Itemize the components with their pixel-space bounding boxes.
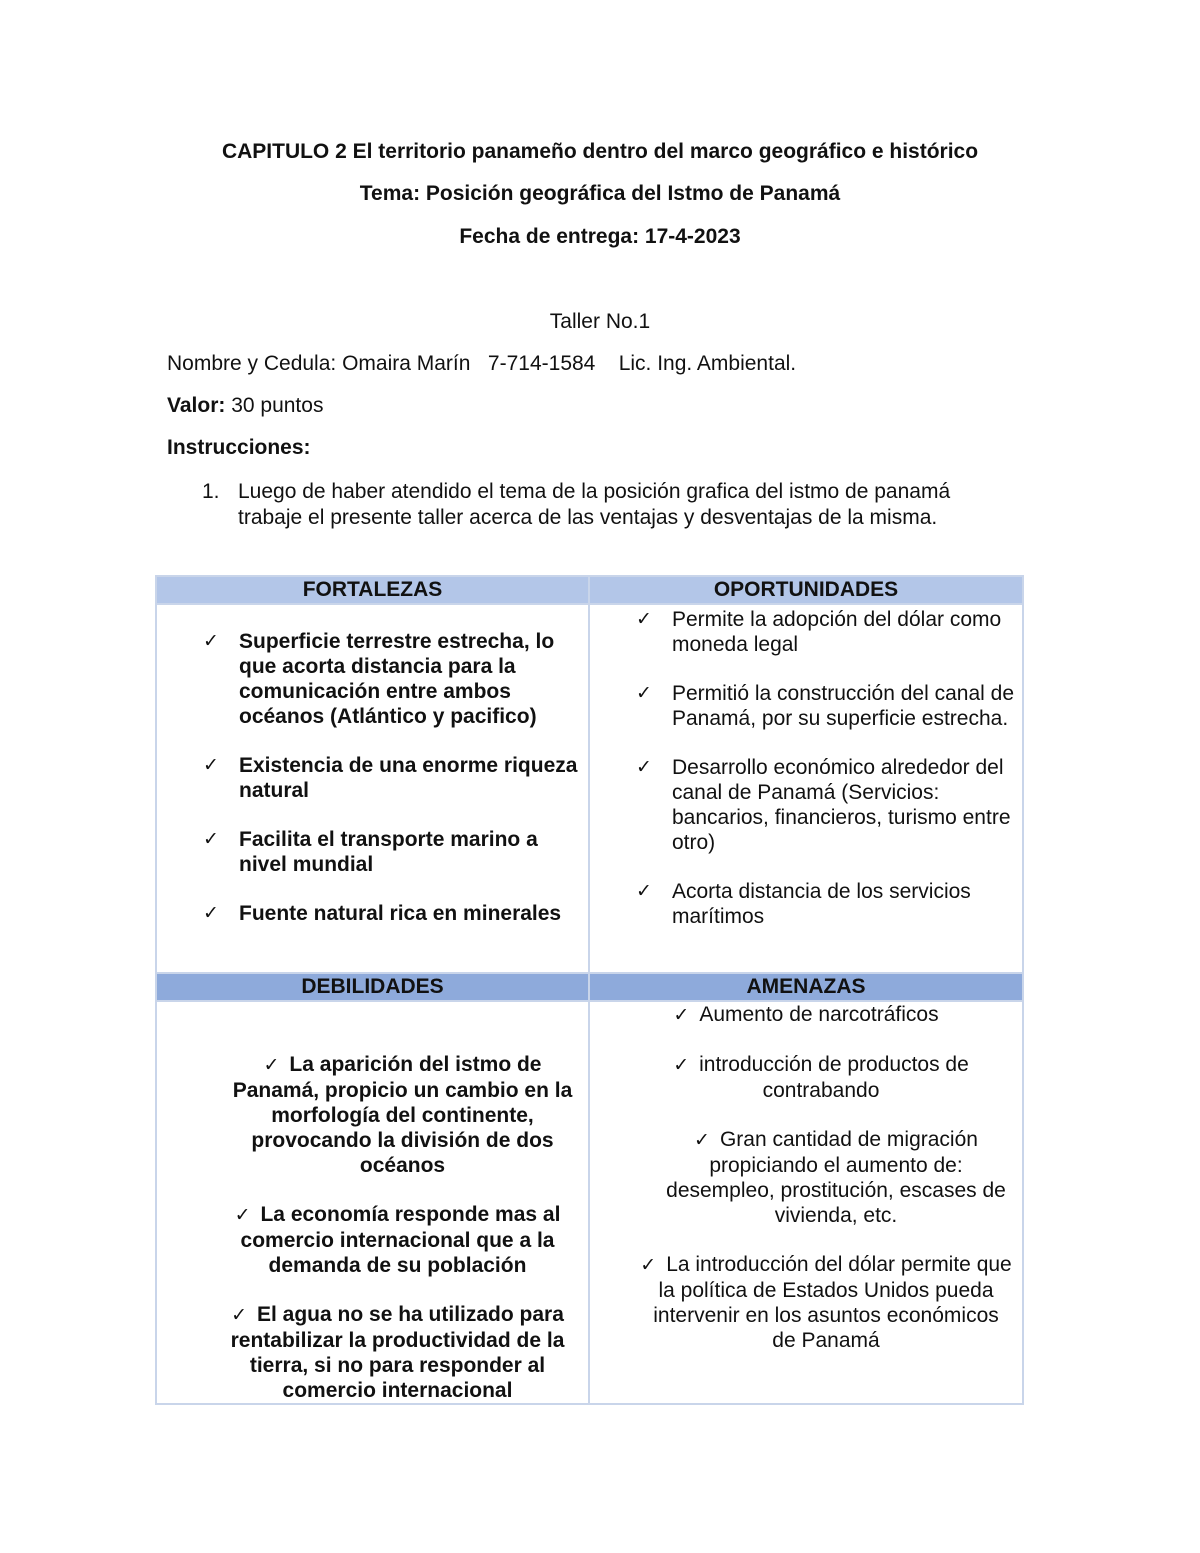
value-line [167,393,323,419]
check-icon: ✓ [636,683,652,704]
due-date: Fecha de entrega: 17-4-2023 [459,225,741,248]
opportunities-header: OPORTUNIDADES [589,576,1023,604]
value-text: 30 puntos [225,394,324,417]
workshop-title: Taller No.1 [549,310,651,333]
list-item: ✓ Existencia de una enorme riqueza natural [203,754,578,802]
check-icon: ✓ [636,881,652,902]
value-label: Valor: [167,394,226,417]
list-item: ✓ La economía responde mas al comercio internacional que a la demanda de su población [234,1203,561,1277]
check-icon: ✓ [640,1255,657,1276]
list-item: ✓ Permitió la construcción del canal de Panamá, por su superficie estrecha. [636,682,1015,730]
check-icon: ✓ [203,631,219,652]
list-item: ✓ Superficie terrestre estrecha, lo que acorta distancia para la comunicación entre ambos océanos (Atlántico y pacifico) [203,630,555,728]
check-icon: ✓ [636,757,652,778]
list-item: ✓ Permite la adopción del dólar como moneda legal [636,608,1002,656]
topic-title: Tema: Posición geográfica del Istmo de Panamá [359,182,841,205]
check-icon: ✓ [263,1055,280,1076]
opportunities-list [590,607,1022,929]
check-icon: ✓ [203,829,219,850]
threats-header: AMENAZAS [589,973,1023,1001]
check-icon: ✓ [673,1055,690,1076]
list-item: ✓ La introducción del dólar permite que la política de Estados Unidos pueda intervenir en los asuntos económicos de Panamá [640,1253,1012,1352]
check-icon: ✓ [231,1305,247,1326]
weaknesses-list [157,1052,588,1403]
instruction-number: 1. [202,480,220,503]
strengths-cell [156,604,589,973]
chapter-title: CAPITULO 2 El territorio panameño dentro del marco geográfico e histórico [221,140,979,163]
list-item: ✓ introducción de productos de contrabando [673,1053,969,1102]
list-item: ✓ Aumento de narcotráficos [673,1003,939,1026]
check-icon: ✓ [694,1130,710,1151]
list-item: ✓ La aparición del istmo de Panamá, propicio un cambio en la morfología del continente, provocando la división de dos océanos [232,1053,573,1177]
opportunities-cell [589,604,1023,973]
strengths-list [157,629,588,926]
check-icon: ✓ [203,755,219,776]
threats-list [590,1002,1022,1353]
check-icon: ✓ [203,903,219,924]
check-icon: ✓ [636,609,652,630]
list-item: ✓ El agua no se ha utilizado para rentabilizar la productividad de la tierra, si no para responder al comercio internacional [230,1303,565,1402]
list-item: ✓ Gran cantidad de migración propiciando el aumento de: desempleo, prostitución, escases de vivienda, etc. [666,1128,1006,1227]
list-item: ✓ Facilita el transporte marino a nivel mundial [203,828,538,876]
student-info: Nombre y Cedula: Omaira Marín 7-714-1584 Lic. Ing. Ambiental. [167,352,797,375]
instruction-text: Luego de haber atendido el tema de la posición grafica del istmo de panamá trabaje el presente taller acerca de las ventajas y desventajas de la misma. [238,480,951,529]
list-item: ✓ Acorta distancia de los servicios marítimos [636,880,971,928]
strengths-header: FORTALEZAS [156,576,589,604]
weaknesses-header: DEBILIDADES [156,973,589,1001]
swot-table [155,575,1024,1405]
list-item: ✓ Fuente natural rica en minerales [203,902,562,925]
check-icon: ✓ [234,1205,251,1226]
threats-cell [589,1001,1023,1404]
check-icon: ✓ [673,1005,690,1026]
instructions-label: Instrucciones: [167,436,311,459]
list-item: ✓ Desarrollo económico alrededor del canal de Panamá (Servicios: bancarios, financieros, turismo entre otro) [636,756,1011,854]
weaknesses-cell [156,1001,589,1404]
